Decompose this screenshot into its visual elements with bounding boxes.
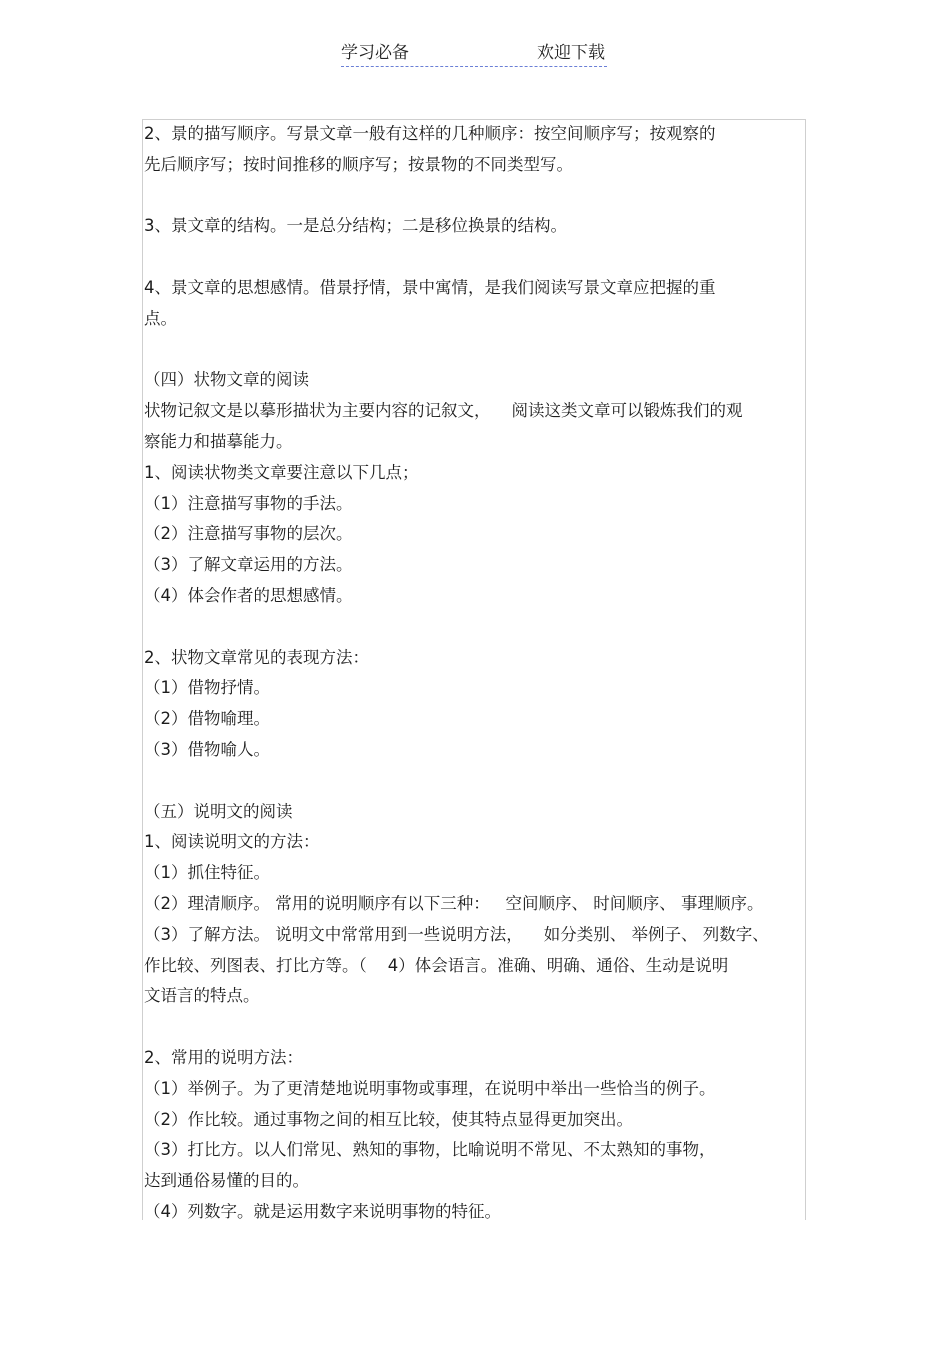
text-line: 2、常用的说明方法： (144, 1047, 303, 1067)
list-item: （4）体会作者的思想感情。 (144, 585, 353, 605)
blank-line (144, 242, 804, 273)
list-item: （1）抓住特征。 (144, 863, 270, 883)
text-line: 4、景文章的思想感情。借景抒情，景中寓情，是我们阅读写景文章应把握的重 (144, 277, 716, 297)
list-item: （1）借物抒情。 (144, 678, 270, 698)
section-heading: （五）说明文的阅读 (144, 801, 293, 821)
list-item: （1）注意描写事物的手法。 (144, 493, 353, 513)
text-line: 点。 (144, 308, 177, 328)
blank-line (144, 766, 804, 797)
text-line: 达到通俗易懂的目的。 (144, 1171, 309, 1191)
text-line: 文语言的特点。 (144, 986, 260, 1006)
text-line: 2、状物文章常见的表现方法： (144, 647, 369, 667)
text-line: 作比较、列图表、打比方等。（ 4）体会语言。准确、明确、通俗、生动是说明 (144, 955, 729, 975)
blank-line (144, 335, 804, 366)
list-item: （3）了解文章运用的方法。 (144, 555, 353, 575)
list-item: （2）理清顺序。 常用的说明顺序有以下三种： 空间顺序、 时间顺序、 事理顺序。 (144, 893, 764, 913)
text-line: 3、景文章的结构。一是总分结构；二是移位换景的结构。 (144, 216, 567, 236)
text-line: 1、阅读状物类文章要注意以下几点； (144, 462, 419, 482)
list-item: （2）作比较。通过事物之间的相互比较，使其特点显得更加突出。 (144, 1109, 633, 1129)
document-body (144, 119, 804, 1228)
blank-line (144, 181, 804, 212)
text-line: 察能力和描摹能力。 (144, 431, 293, 451)
blank-line (144, 612, 804, 643)
text-line: 状物记叙文是以摹形描状为主要内容的记叙文， 阅读这类文章可以锻炼我们的观 (144, 401, 743, 421)
section-heading: （四）状物文章的阅读 (144, 370, 309, 390)
list-item: （2）注意描写事物的层次。 (144, 524, 353, 544)
text-line: 1、阅读说明文的方法： (144, 832, 320, 852)
text-line: 先后顺序写；按时间推移的顺序写；按景物的不同类型写。 (144, 154, 573, 174)
list-item: （4）列数字。就是运用数字来说明事物的特征。 (144, 1201, 501, 1221)
blank-line (144, 1012, 804, 1043)
text-line: 2、景的描写顺序。写景文章一般有这样的几种顺序：按空间顺序写；按观察的 (144, 124, 716, 143)
list-item: （3）借物喻人。 (144, 739, 270, 759)
list-item: （3）打比方。以人们常见、熟知的事物，比喻说明不常见、不太熟知的事物， (144, 1140, 716, 1160)
header-right-text: 欢迎下载 (537, 43, 605, 63)
header-left-text: 学习必备 (341, 43, 409, 63)
page-header (341, 40, 607, 67)
list-item: （3）了解方法。 说明文中常常用到一些说明方法， 如分类别、 举例子、 列数字、 (144, 924, 769, 944)
list-item: （1）举例子。为了更清楚地说明事物或事理，在说明中举出一些恰当的例子。 (144, 1078, 716, 1098)
list-item: （2）借物喻理。 (144, 709, 270, 729)
